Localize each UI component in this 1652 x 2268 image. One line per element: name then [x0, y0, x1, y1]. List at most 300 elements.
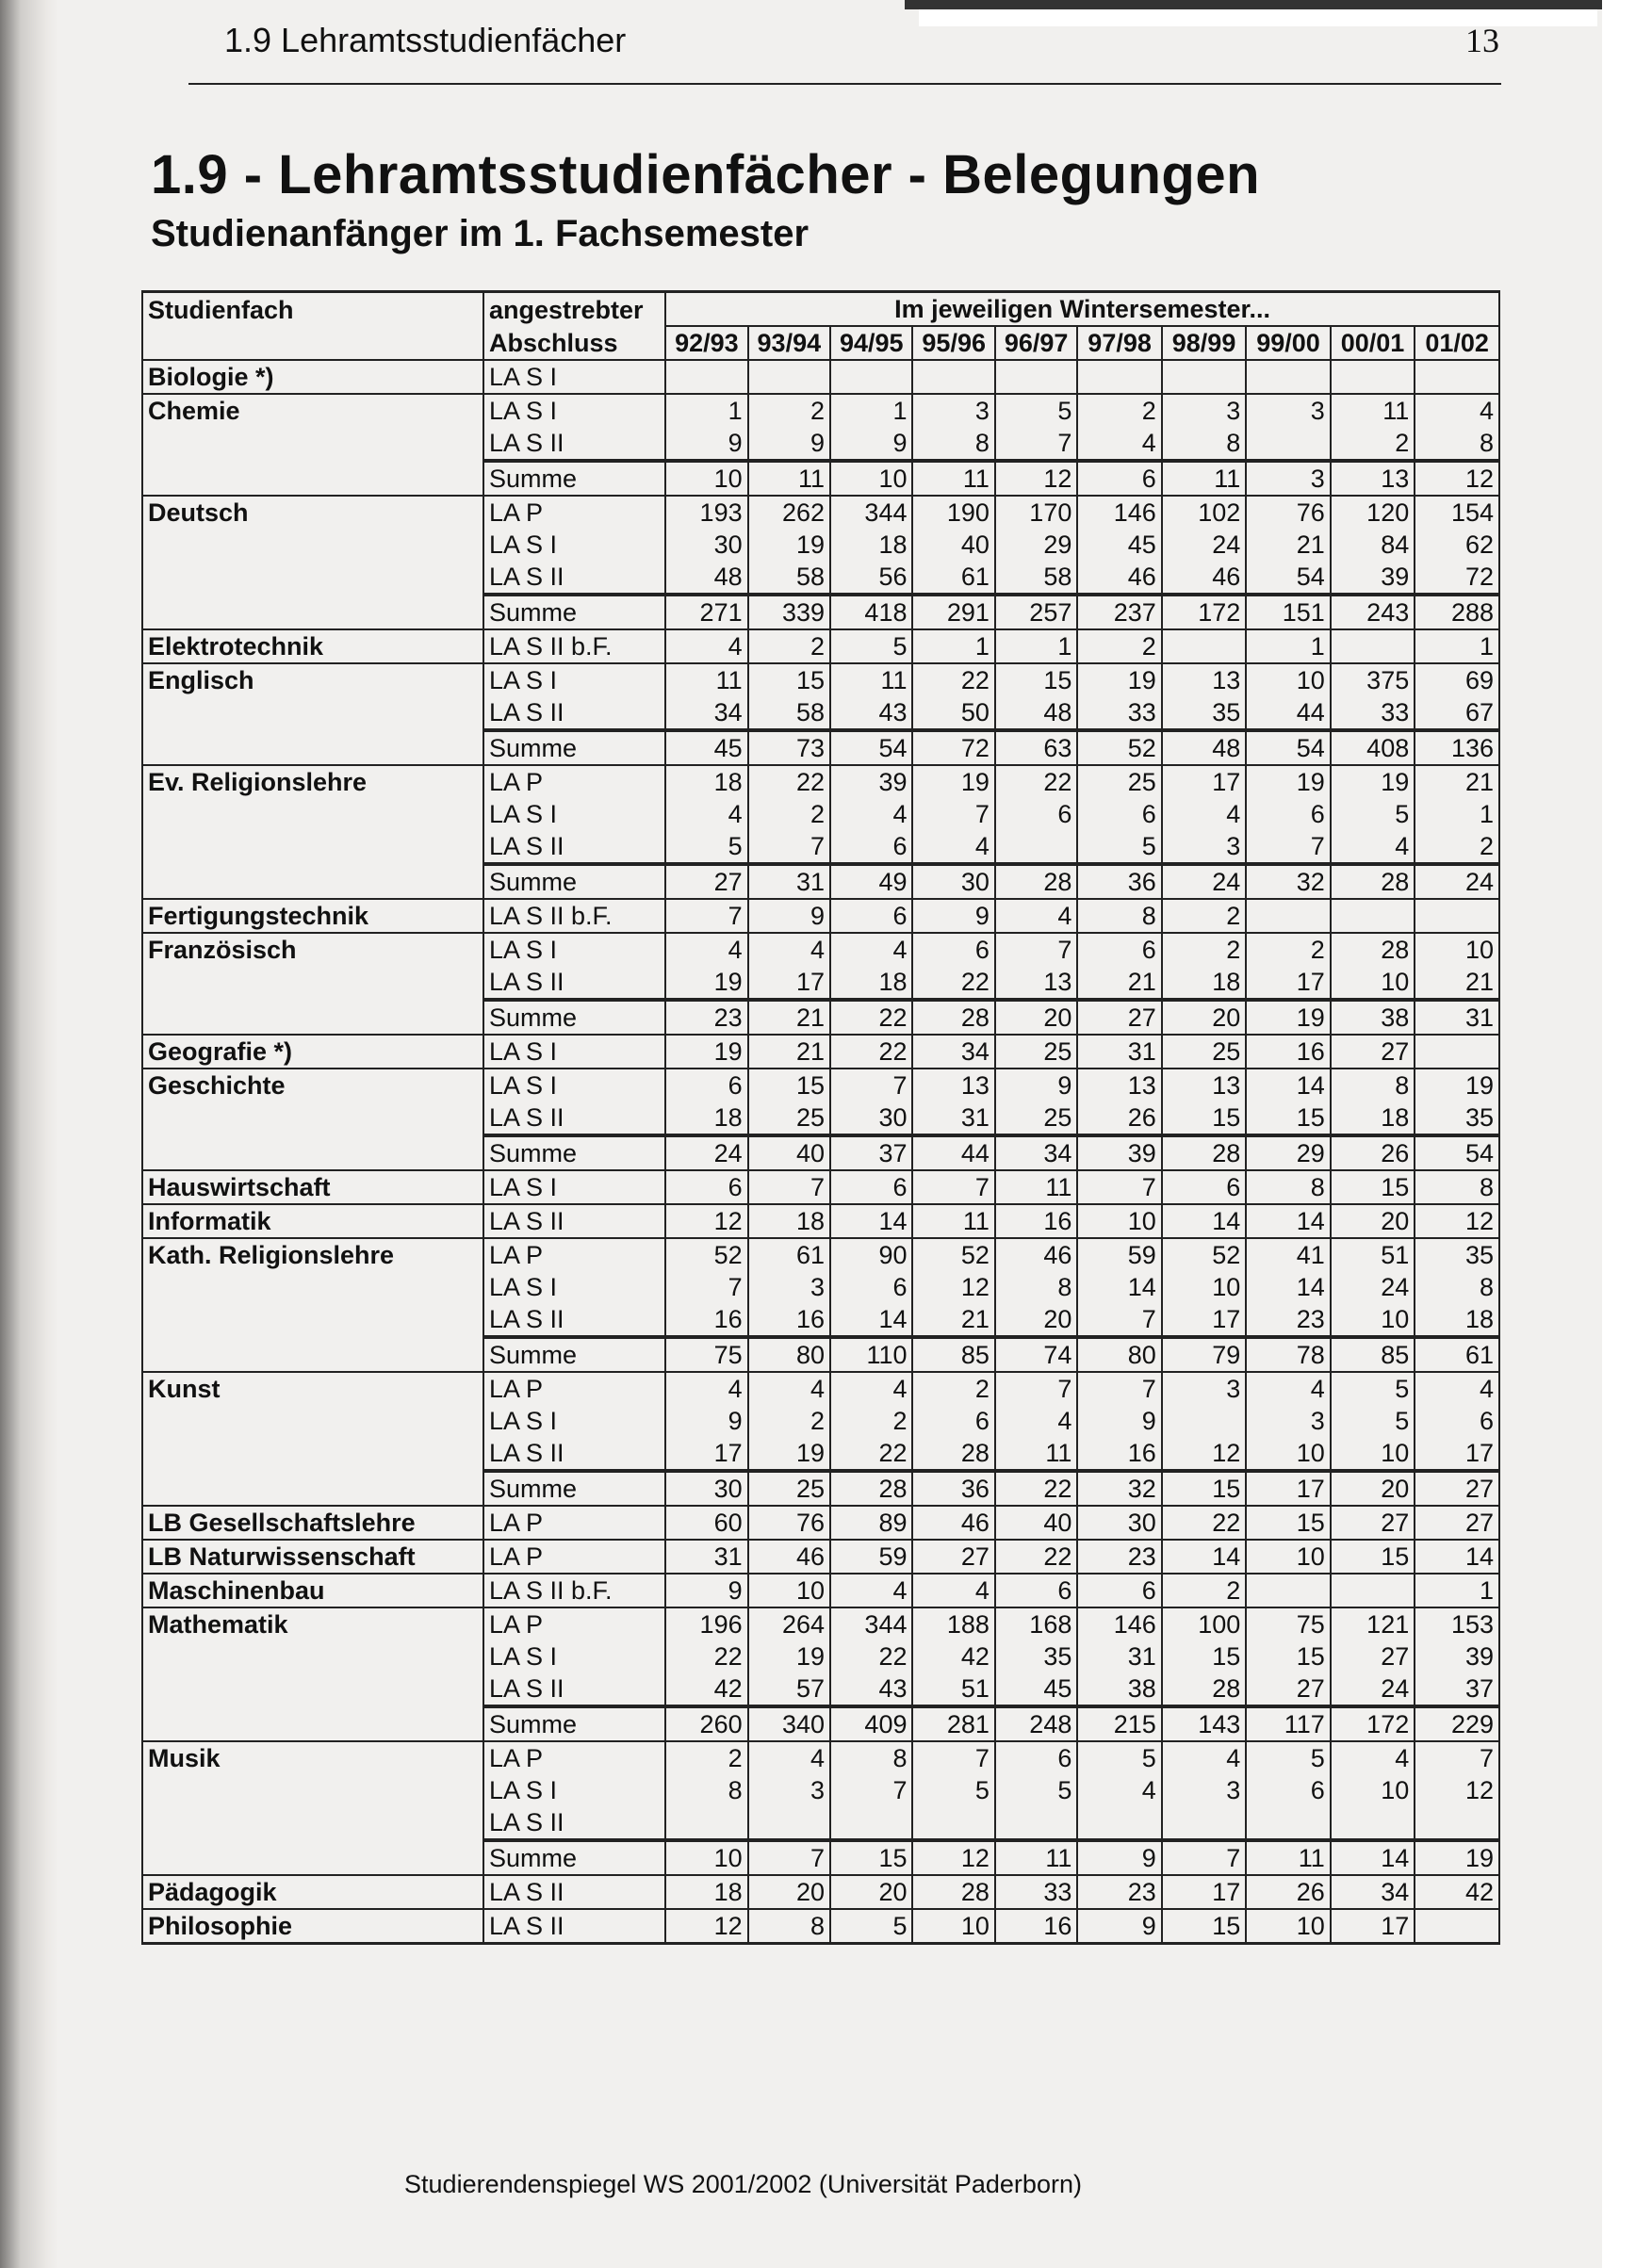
- value-cell: [1246, 1806, 1330, 1840]
- subject-cell: [142, 1840, 483, 1875]
- value-cell: 1: [665, 394, 747, 427]
- subject-cell: Chemie: [142, 394, 483, 427]
- value-cell: 121: [1331, 1607, 1415, 1640]
- value-cell: 6: [1246, 798, 1330, 830]
- value-cell: 7: [665, 1271, 747, 1303]
- value-cell: [748, 1806, 830, 1840]
- value-cell: 63: [995, 730, 1077, 765]
- header-year: 92/93: [665, 326, 747, 360]
- value-cell: 17: [1415, 1437, 1499, 1471]
- value-cell: 7: [995, 933, 1077, 966]
- header-rule: [188, 83, 1501, 85]
- value-cell: 25: [995, 1035, 1077, 1069]
- table-row: [142, 830, 1499, 864]
- subject-cell: [142, 1135, 483, 1170]
- degree-cell: LA S II b.F.: [483, 1574, 665, 1607]
- value-cell: 4: [912, 830, 994, 864]
- degree-cell: LA S I: [483, 529, 665, 561]
- value-cell: 31: [748, 864, 830, 899]
- value-cell: [1331, 1574, 1415, 1607]
- value-cell: 10: [1077, 1204, 1161, 1238]
- value-cell: 35: [1415, 1238, 1499, 1271]
- subject-cell: [142, 830, 483, 864]
- header-year: 97/98: [1077, 326, 1161, 360]
- value-cell: [1415, 1035, 1499, 1069]
- table-row: [142, 899, 1499, 933]
- value-cell: 2: [1415, 830, 1499, 864]
- table-row: [142, 1271, 1499, 1303]
- subject-cell: LB Gesellschaftslehre: [142, 1506, 483, 1540]
- value-cell: 7: [830, 1774, 912, 1806]
- page-number: 13: [1465, 22, 1499, 59]
- value-cell: 43: [830, 1672, 912, 1706]
- value-cell: 8: [1331, 1069, 1415, 1101]
- value-cell: 34: [665, 696, 747, 730]
- table-sum-row: [142, 1000, 1499, 1035]
- value-cell: 76: [748, 1506, 830, 1540]
- subject-cell: [142, 529, 483, 561]
- value-cell: 170: [995, 496, 1077, 529]
- degree-cell: LA P: [483, 765, 665, 798]
- value-cell: 59: [1077, 1238, 1161, 1271]
- value-cell: 14: [1246, 1271, 1330, 1303]
- value-cell: 1: [1415, 629, 1499, 663]
- value-cell: 18: [665, 1101, 747, 1135]
- scan-right-margin: [1602, 0, 1652, 2268]
- value-cell: 110: [830, 1337, 912, 1372]
- subject-cell: [142, 864, 483, 899]
- degree-cell: LA S II: [483, 1437, 665, 1471]
- value-cell: 2: [1162, 1574, 1246, 1607]
- value-cell: 13: [912, 1069, 994, 1101]
- subject-cell: Philosophie: [142, 1909, 483, 1944]
- page-subtitle: Studienanfänger im 1. Fachsemester: [151, 213, 810, 254]
- table-row: [142, 496, 1499, 529]
- value-cell: 28: [912, 1000, 994, 1035]
- value-cell: 42: [912, 1640, 994, 1672]
- value-cell: 9: [748, 427, 830, 461]
- value-cell: 14: [830, 1303, 912, 1337]
- value-cell: [665, 1806, 747, 1840]
- value-cell: 16: [995, 1204, 1077, 1238]
- value-cell: 20: [1331, 1204, 1415, 1238]
- value-cell: 34: [912, 1035, 994, 1069]
- value-cell: [995, 1806, 1077, 1840]
- table-sum-row: [142, 1337, 1499, 1372]
- table-row: [142, 1069, 1499, 1101]
- degree-cell: LA S II: [483, 427, 665, 461]
- value-cell: [665, 360, 747, 394]
- value-cell: 6: [830, 1170, 912, 1204]
- value-cell: 1: [830, 394, 912, 427]
- value-cell: 340: [748, 1706, 830, 1741]
- value-cell: 90: [830, 1238, 912, 1271]
- table-row: [142, 1774, 1499, 1806]
- value-cell: 7: [748, 1170, 830, 1204]
- value-cell: 3: [1162, 1774, 1246, 1806]
- degree-cell: LA S II: [483, 696, 665, 730]
- value-cell: 52: [665, 1238, 747, 1271]
- value-cell: 172: [1331, 1706, 1415, 1741]
- value-cell: 15: [1331, 1170, 1415, 1204]
- value-cell: 4: [1077, 427, 1161, 461]
- value-cell: 23: [665, 1000, 747, 1035]
- value-cell: 59: [830, 1540, 912, 1574]
- value-cell: [1415, 1806, 1499, 1840]
- subject-cell: [142, 427, 483, 461]
- value-cell: 10: [1246, 1540, 1330, 1574]
- page-title: 1.9 - Lehramtsstudienfächer - Belegungen: [151, 144, 1261, 205]
- value-cell: 22: [1162, 1506, 1246, 1540]
- value-cell: 8: [1162, 427, 1246, 461]
- header-subject: Studienfach: [142, 292, 483, 327]
- degree-cell: LA S I: [483, 1774, 665, 1806]
- value-cell: 10: [665, 461, 747, 496]
- value-cell: 24: [1331, 1672, 1415, 1706]
- header-degree-line1: angestrebter: [483, 292, 665, 327]
- value-cell: [1415, 360, 1499, 394]
- value-cell: 18: [830, 966, 912, 1000]
- value-cell: 146: [1077, 1607, 1161, 1640]
- table-row: [142, 1204, 1499, 1238]
- value-cell: [1162, 360, 1246, 394]
- value-cell: 40: [995, 1506, 1077, 1540]
- value-cell: 36: [912, 1471, 994, 1506]
- subject-cell: [142, 1672, 483, 1706]
- value-cell: 11: [995, 1437, 1077, 1471]
- value-cell: 75: [1246, 1607, 1330, 1640]
- value-cell: 22: [748, 765, 830, 798]
- value-cell: 9: [1077, 1840, 1161, 1875]
- value-cell: 8: [665, 1774, 747, 1806]
- value-cell: 271: [665, 595, 747, 629]
- value-cell: 14: [1331, 1840, 1415, 1875]
- value-cell: 4: [748, 1741, 830, 1774]
- value-cell: 8: [995, 1271, 1077, 1303]
- degree-cell: LA S II: [483, 1303, 665, 1337]
- value-cell: 31: [1415, 1000, 1499, 1035]
- table-row: [142, 1540, 1499, 1574]
- value-cell: 14: [830, 1204, 912, 1238]
- value-cell: 14: [1077, 1271, 1161, 1303]
- value-cell: 10: [1162, 1271, 1246, 1303]
- value-cell: 6: [995, 798, 1077, 830]
- value-cell: 54: [830, 730, 912, 765]
- table-row: [142, 1437, 1499, 1471]
- value-cell: 2: [1331, 427, 1415, 461]
- table-row: [142, 1741, 1499, 1774]
- value-cell: 2: [1077, 394, 1161, 427]
- footer-text: Studierendenspiegel WS 2001/2002 (Universität Paderborn): [404, 2170, 1082, 2198]
- value-cell: 61: [912, 561, 994, 595]
- value-cell: 3: [1246, 1405, 1330, 1437]
- value-cell: [1246, 1574, 1330, 1607]
- value-cell: 1: [995, 629, 1077, 663]
- value-cell: 31: [1077, 1640, 1161, 1672]
- value-cell: 46: [1077, 561, 1161, 595]
- value-cell: 4: [995, 899, 1077, 933]
- value-cell: 22: [995, 1471, 1077, 1506]
- value-cell: 6: [1077, 933, 1161, 966]
- value-cell: 33: [1331, 696, 1415, 730]
- value-cell: 19: [665, 966, 747, 1000]
- value-cell: 19: [665, 1035, 747, 1069]
- value-cell: [830, 1806, 912, 1840]
- value-cell: 5: [1331, 1405, 1415, 1437]
- value-cell: 375: [1331, 663, 1415, 696]
- value-cell: 5: [995, 1774, 1077, 1806]
- value-cell: 9: [665, 1405, 747, 1437]
- degree-cell: Summe: [483, 864, 665, 899]
- table-row: [142, 765, 1499, 798]
- degree-cell: Summe: [483, 1840, 665, 1875]
- value-cell: 7: [1077, 1170, 1161, 1204]
- degree-cell: LA P: [483, 1506, 665, 1540]
- degree-cell: LA S I: [483, 1640, 665, 1672]
- value-cell: 17: [1246, 1471, 1330, 1506]
- value-cell: [1331, 360, 1415, 394]
- value-cell: 260: [665, 1706, 747, 1741]
- value-cell: 2: [748, 1405, 830, 1437]
- table-header-row: [142, 292, 1499, 327]
- value-cell: [1246, 360, 1330, 394]
- value-cell: 6: [1162, 1170, 1246, 1204]
- value-cell: 30: [830, 1101, 912, 1135]
- value-cell: 19: [748, 1437, 830, 1471]
- value-cell: 49: [830, 864, 912, 899]
- subject-cell: [142, 798, 483, 830]
- value-cell: 190: [912, 496, 994, 529]
- value-cell: 13: [1077, 1069, 1161, 1101]
- value-cell: 4: [1077, 1774, 1161, 1806]
- subject-cell: Deutsch: [142, 496, 483, 529]
- value-cell: 4: [748, 1372, 830, 1405]
- value-cell: 21: [748, 1000, 830, 1035]
- value-cell: 41: [1246, 1238, 1330, 1271]
- value-cell: 31: [912, 1101, 994, 1135]
- value-cell: 22: [912, 663, 994, 696]
- value-cell: 25: [995, 1101, 1077, 1135]
- table-sum-row: [142, 595, 1499, 629]
- header-year: 95/96: [912, 326, 994, 360]
- value-cell: 9: [830, 427, 912, 461]
- value-cell: 9: [1077, 1909, 1161, 1944]
- degree-cell: Summe: [483, 461, 665, 496]
- header-year: 99/00: [1246, 326, 1330, 360]
- value-cell: 15: [748, 1069, 830, 1101]
- value-cell: 12: [1415, 1204, 1499, 1238]
- value-cell: 79: [1162, 1337, 1246, 1372]
- table-row: [142, 1506, 1499, 1540]
- value-cell: 26: [1077, 1101, 1161, 1135]
- value-cell: 12: [995, 461, 1077, 496]
- table-sum-row: [142, 1706, 1499, 1741]
- table-row: [142, 663, 1499, 696]
- degree-cell: LA P: [483, 1238, 665, 1271]
- value-cell: 7: [1077, 1303, 1161, 1337]
- value-cell: 11: [995, 1170, 1077, 1204]
- header-year: 00/01: [1331, 326, 1415, 360]
- value-cell: 6: [995, 1741, 1077, 1774]
- degree-cell: LA S I: [483, 1271, 665, 1303]
- value-cell: 72: [1415, 561, 1499, 595]
- value-cell: 29: [995, 529, 1077, 561]
- value-cell: 20: [995, 1303, 1077, 1337]
- value-cell: 23: [1077, 1875, 1161, 1909]
- value-cell: 19: [1331, 765, 1415, 798]
- value-cell: 24: [1331, 1271, 1415, 1303]
- value-cell: 27: [912, 1540, 994, 1574]
- value-cell: 28: [912, 1875, 994, 1909]
- value-cell: 56: [830, 561, 912, 595]
- value-cell: 37: [830, 1135, 912, 1170]
- value-cell: 25: [1162, 1035, 1246, 1069]
- value-cell: 7: [665, 899, 747, 933]
- table-sum-row: [142, 461, 1499, 496]
- value-cell: 67: [1415, 696, 1499, 730]
- table-row: [142, 1909, 1499, 1944]
- value-cell: 58: [748, 561, 830, 595]
- value-cell: 48: [1162, 730, 1246, 765]
- value-cell: 7: [995, 1372, 1077, 1405]
- degree-cell: Summe: [483, 1000, 665, 1035]
- value-cell: 23: [1077, 1540, 1161, 1574]
- value-cell: 20: [1162, 1000, 1246, 1035]
- value-cell: 8: [1415, 427, 1499, 461]
- subject-cell: Kath. Religionslehre: [142, 1238, 483, 1271]
- value-cell: 10: [1246, 1437, 1330, 1471]
- value-cell: 3: [1162, 394, 1246, 427]
- value-cell: 15: [748, 663, 830, 696]
- value-cell: [1246, 899, 1330, 933]
- degree-cell: LA S I: [483, 798, 665, 830]
- value-cell: 4: [1246, 1372, 1330, 1405]
- value-cell: 34: [995, 1135, 1077, 1170]
- header-years-caption: Im jeweiligen Wintersemester...: [665, 292, 1499, 327]
- value-cell: 44: [1246, 696, 1330, 730]
- table-row: [142, 529, 1499, 561]
- value-cell: 22: [912, 966, 994, 1000]
- value-cell: 14: [1415, 1540, 1499, 1574]
- value-cell: 22: [665, 1640, 747, 1672]
- value-cell: 85: [912, 1337, 994, 1372]
- value-cell: 8: [748, 1909, 830, 1944]
- value-cell: 4: [665, 629, 747, 663]
- degree-cell: LA P: [483, 1741, 665, 1774]
- value-cell: 27: [1331, 1035, 1415, 1069]
- value-cell: 8: [1246, 1170, 1330, 1204]
- value-cell: 6: [1077, 1574, 1161, 1607]
- value-cell: 1: [1415, 1574, 1499, 1607]
- subject-cell: Pädagogik: [142, 1875, 483, 1909]
- value-cell: 23: [1246, 1303, 1330, 1337]
- value-cell: 154: [1415, 496, 1499, 529]
- subject-cell: [142, 561, 483, 595]
- value-cell: 50: [912, 696, 994, 730]
- value-cell: 4: [1331, 830, 1415, 864]
- value-cell: 8: [1415, 1170, 1499, 1204]
- degree-cell: LA S II b.F.: [483, 899, 665, 933]
- value-cell: 11: [995, 1840, 1077, 1875]
- value-cell: 6: [1246, 1774, 1330, 1806]
- value-cell: 16: [995, 1909, 1077, 1944]
- value-cell: 33: [1077, 696, 1161, 730]
- value-cell: 7: [912, 798, 994, 830]
- value-cell: 52: [912, 1238, 994, 1271]
- value-cell: [1162, 629, 1246, 663]
- value-cell: 11: [748, 461, 830, 496]
- table-row: [142, 629, 1499, 663]
- value-cell: 14: [1162, 1204, 1246, 1238]
- value-cell: 248: [995, 1706, 1077, 1741]
- value-cell: 58: [748, 696, 830, 730]
- value-cell: 344: [830, 1607, 912, 1640]
- subject-cell: Geografie *): [142, 1035, 483, 1069]
- value-cell: 2: [1162, 899, 1246, 933]
- value-cell: 21: [912, 1303, 994, 1337]
- value-cell: 13: [1162, 663, 1246, 696]
- subject-cell: [142, 1337, 483, 1372]
- value-cell: 9: [748, 899, 830, 933]
- value-cell: 27: [1415, 1471, 1499, 1506]
- value-cell: 15: [1246, 1506, 1330, 1540]
- table-row: [142, 1035, 1499, 1069]
- value-cell: 78: [1246, 1337, 1330, 1372]
- table-row: [142, 1405, 1499, 1437]
- value-cell: 6: [912, 933, 994, 966]
- degree-cell: LA S I: [483, 1069, 665, 1101]
- value-cell: 54: [1246, 561, 1330, 595]
- value-cell: 62: [1415, 529, 1499, 561]
- subject-cell: [142, 696, 483, 730]
- degree-cell: LA S II b.F.: [483, 629, 665, 663]
- table-row: [142, 1303, 1499, 1337]
- value-cell: 7: [995, 427, 1077, 461]
- value-cell: 34: [1331, 1875, 1415, 1909]
- value-cell: 14: [1162, 1540, 1246, 1574]
- subject-cell: [142, 1706, 483, 1741]
- value-cell: 38: [1331, 1000, 1415, 1035]
- value-cell: 5: [1246, 1741, 1330, 1774]
- value-cell: 48: [995, 696, 1077, 730]
- value-cell: 6: [830, 1271, 912, 1303]
- value-cell: 22: [830, 1640, 912, 1672]
- header-year: 94/95: [830, 326, 912, 360]
- value-cell: 8: [1077, 899, 1161, 933]
- degree-cell: Summe: [483, 1471, 665, 1506]
- value-cell: 42: [1415, 1875, 1499, 1909]
- value-cell: 9: [665, 427, 747, 461]
- table-row: [142, 798, 1499, 830]
- value-cell: 15: [1331, 1540, 1415, 1574]
- value-cell: [1162, 1405, 1246, 1437]
- value-cell: 15: [1162, 1640, 1246, 1672]
- subject-cell: [142, 1303, 483, 1337]
- value-cell: 22: [830, 1000, 912, 1035]
- value-cell: 5: [830, 1909, 912, 1944]
- value-cell: 80: [748, 1337, 830, 1372]
- subject-cell: [142, 966, 483, 1000]
- header-year: 98/99: [1162, 326, 1246, 360]
- value-cell: [1077, 1806, 1161, 1840]
- value-cell: [830, 360, 912, 394]
- table-row: [142, 933, 1499, 966]
- value-cell: 25: [1077, 765, 1161, 798]
- subject-cell: [142, 1405, 483, 1437]
- value-cell: 16: [665, 1303, 747, 1337]
- value-cell: 2: [748, 798, 830, 830]
- value-cell: 28: [995, 864, 1077, 899]
